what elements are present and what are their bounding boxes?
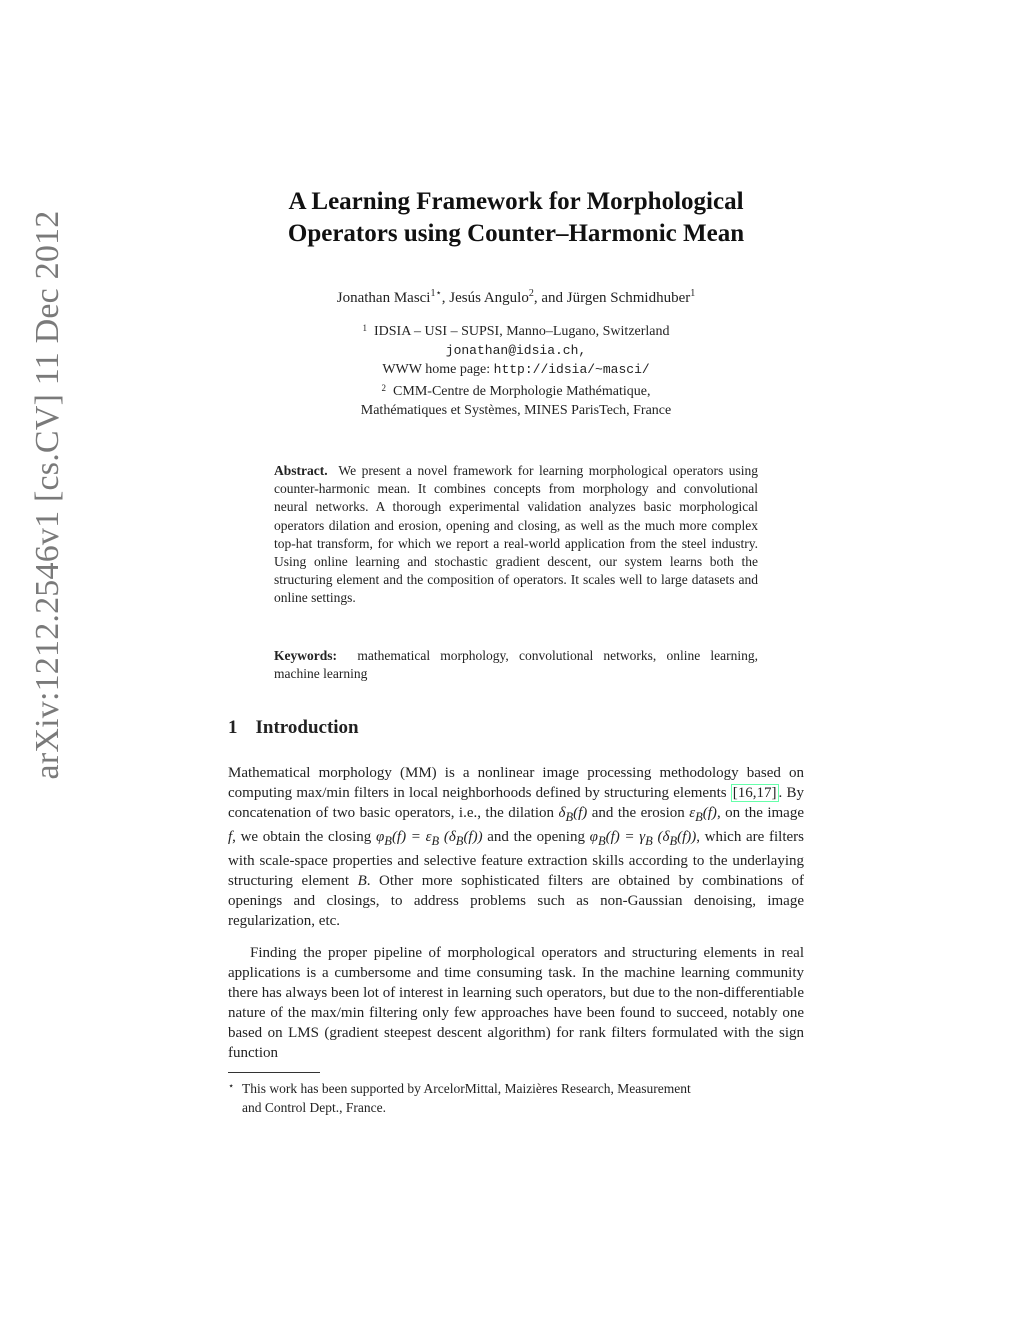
math-B: B bbox=[357, 873, 367, 889]
affiliation-2-cont: Mathématiques et Systèmes, MINES ParisTech, France bbox=[360, 403, 672, 418]
affiliations bbox=[228, 319, 804, 420]
math-sub: B bbox=[597, 834, 606, 848]
math-phi: φ bbox=[589, 829, 598, 845]
math-expr: (δ bbox=[439, 829, 456, 845]
math-sub: B bbox=[565, 810, 574, 824]
p1-text-8: . Other more sophisticated filters are obtained by combinations of openings and closings, to address problems such as non-Gaussian denoising, image regularization, etc. bbox=[228, 873, 805, 929]
p1-text-5: , we obtain the closing bbox=[232, 829, 376, 845]
abstract-label: Abstract. bbox=[274, 463, 328, 478]
math-epsilon: ε bbox=[689, 805, 696, 821]
footnote-mark: ⋆ bbox=[228, 1081, 235, 1092]
author-2: Jesús Angulo bbox=[449, 290, 529, 306]
abstract bbox=[274, 462, 758, 608]
author-separator: , and bbox=[533, 290, 567, 306]
section-title: Introduction bbox=[255, 717, 359, 738]
author-3: Jürgen Schmidhuber bbox=[566, 290, 691, 306]
math-expr: (f) = ε bbox=[391, 829, 432, 845]
p1-text-7: , which are filters with scale-space properties and selective feature extraction skills according to the underlaying structuring element bbox=[228, 829, 805, 889]
math-sub: B bbox=[695, 810, 703, 824]
math-expr: (f)) bbox=[677, 829, 697, 845]
homepage-line bbox=[228, 360, 804, 379]
author-email[interactable]: jonathan@idsia.ch, bbox=[445, 343, 587, 358]
keywords bbox=[274, 647, 758, 683]
math-sub: B bbox=[384, 834, 392, 848]
author-2-sup: 2 bbox=[528, 288, 534, 299]
p1-text-2: . By concatenation of two basic operators, i.e., the dilation bbox=[228, 785, 804, 821]
affil-2-sup: 2 bbox=[381, 383, 387, 393]
p1-text-4: , on the image bbox=[716, 805, 805, 821]
author-list: Jonathan Masci$^{1⋆}$, Jesús Angulo$^2$, and Jürgen Schmidhuber$^1$ bbox=[336, 288, 696, 306]
math-arg: (f) bbox=[573, 805, 588, 821]
author-1-sup: 1⋆ bbox=[430, 288, 442, 299]
citation-link[interactable]: [16,17] bbox=[732, 785, 777, 801]
p1-text-1: Mathematical morphology (MM) is a nonlinear image processing methodology based on computing max/min filters in local neighborhoods defined by structuring elements bbox=[228, 765, 804, 801]
section-heading bbox=[228, 717, 359, 739]
footnote-line-1: This work has been supported by ArcelorMittal, Maizières Research, Measurement bbox=[242, 1081, 691, 1096]
keywords-text: mathematical morphology, convolutional networks, online learning, machine learning bbox=[274, 648, 759, 682]
math-expr: (δ bbox=[652, 829, 670, 845]
affil-1-sup: 1 bbox=[362, 323, 367, 333]
math-sub: B bbox=[431, 834, 440, 848]
p1-text-6: and the opening bbox=[482, 829, 590, 845]
paper-title bbox=[228, 186, 804, 250]
homepage-link[interactable]: http://idsia/~masci/ bbox=[493, 362, 650, 377]
footnote-line-2: and Control Dept., France. bbox=[242, 1100, 386, 1115]
arxiv-stamp: arXiv:1212.2546v1 [cs.CV] 11 Dec 2012 bbox=[29, 210, 66, 780]
p1-text-3: and the erosion bbox=[587, 805, 690, 821]
section-number: 1 bbox=[228, 717, 238, 738]
abstract-text: We present a novel framework for learning morphological operators using counter-harmonic mean. It combines concepts from morphology and convolutional neural networks. A thorough experimental validation analyzes basic morphological operators dilation and erosion, opening and closing, as well as the much more complex top-hat transform, for which we report a real-world application from the steel industry. Using online learning and stochastic gradient descent, our system learns both the structuring element and the composition of operators. It scales well to large datasets and online settings. bbox=[274, 463, 759, 606]
intro-paragraph-2: Finding the proper pipeline of morphological operators and structuring elements in real applications is a cumbersome and time consuming task. In the machine learning community there has always been lot of interest in learning such operators, but due to the non-differentiable nature of the max/min filtering only few approaches have been found to succeed, notably one based on LMS (gradient steepest descent algorithm) for rank filters formulated with the sign function bbox=[228, 945, 804, 1061]
affiliation-1 bbox=[228, 319, 804, 341]
homepage-label: WWW home page: bbox=[382, 362, 494, 377]
affil-2-text: CMM-Centre de Morphologie Mathématique, bbox=[393, 384, 651, 399]
affil-1-text: IDSIA – USI – SUPSI, Manno–Lugano, Switzerland bbox=[373, 324, 670, 339]
math-expr: (f)) bbox=[463, 829, 483, 845]
math-expr: (f) = γ bbox=[605, 829, 646, 845]
math-sub: B bbox=[645, 834, 653, 848]
intro-paragraph-1 bbox=[228, 763, 804, 931]
math-phi: φ bbox=[375, 829, 385, 845]
footnote-rule bbox=[228, 1072, 320, 1073]
math-sub: B bbox=[669, 834, 678, 848]
math-delta: δ bbox=[558, 805, 566, 821]
math-f: f bbox=[228, 829, 233, 845]
math-arg: (f) bbox=[702, 805, 717, 821]
author-1: Jonathan Masci bbox=[336, 290, 431, 306]
footnote bbox=[228, 1077, 804, 1117]
title-line-2: Operators using Counter–Harmonic Mean bbox=[287, 220, 745, 247]
keywords-label: Keywords: bbox=[274, 648, 337, 663]
title-line-1: A Learning Framework for Morphological bbox=[288, 188, 744, 215]
author-3-sup: 1 bbox=[690, 288, 696, 299]
math-sub: B bbox=[455, 834, 464, 848]
affiliation-2 bbox=[228, 379, 804, 401]
